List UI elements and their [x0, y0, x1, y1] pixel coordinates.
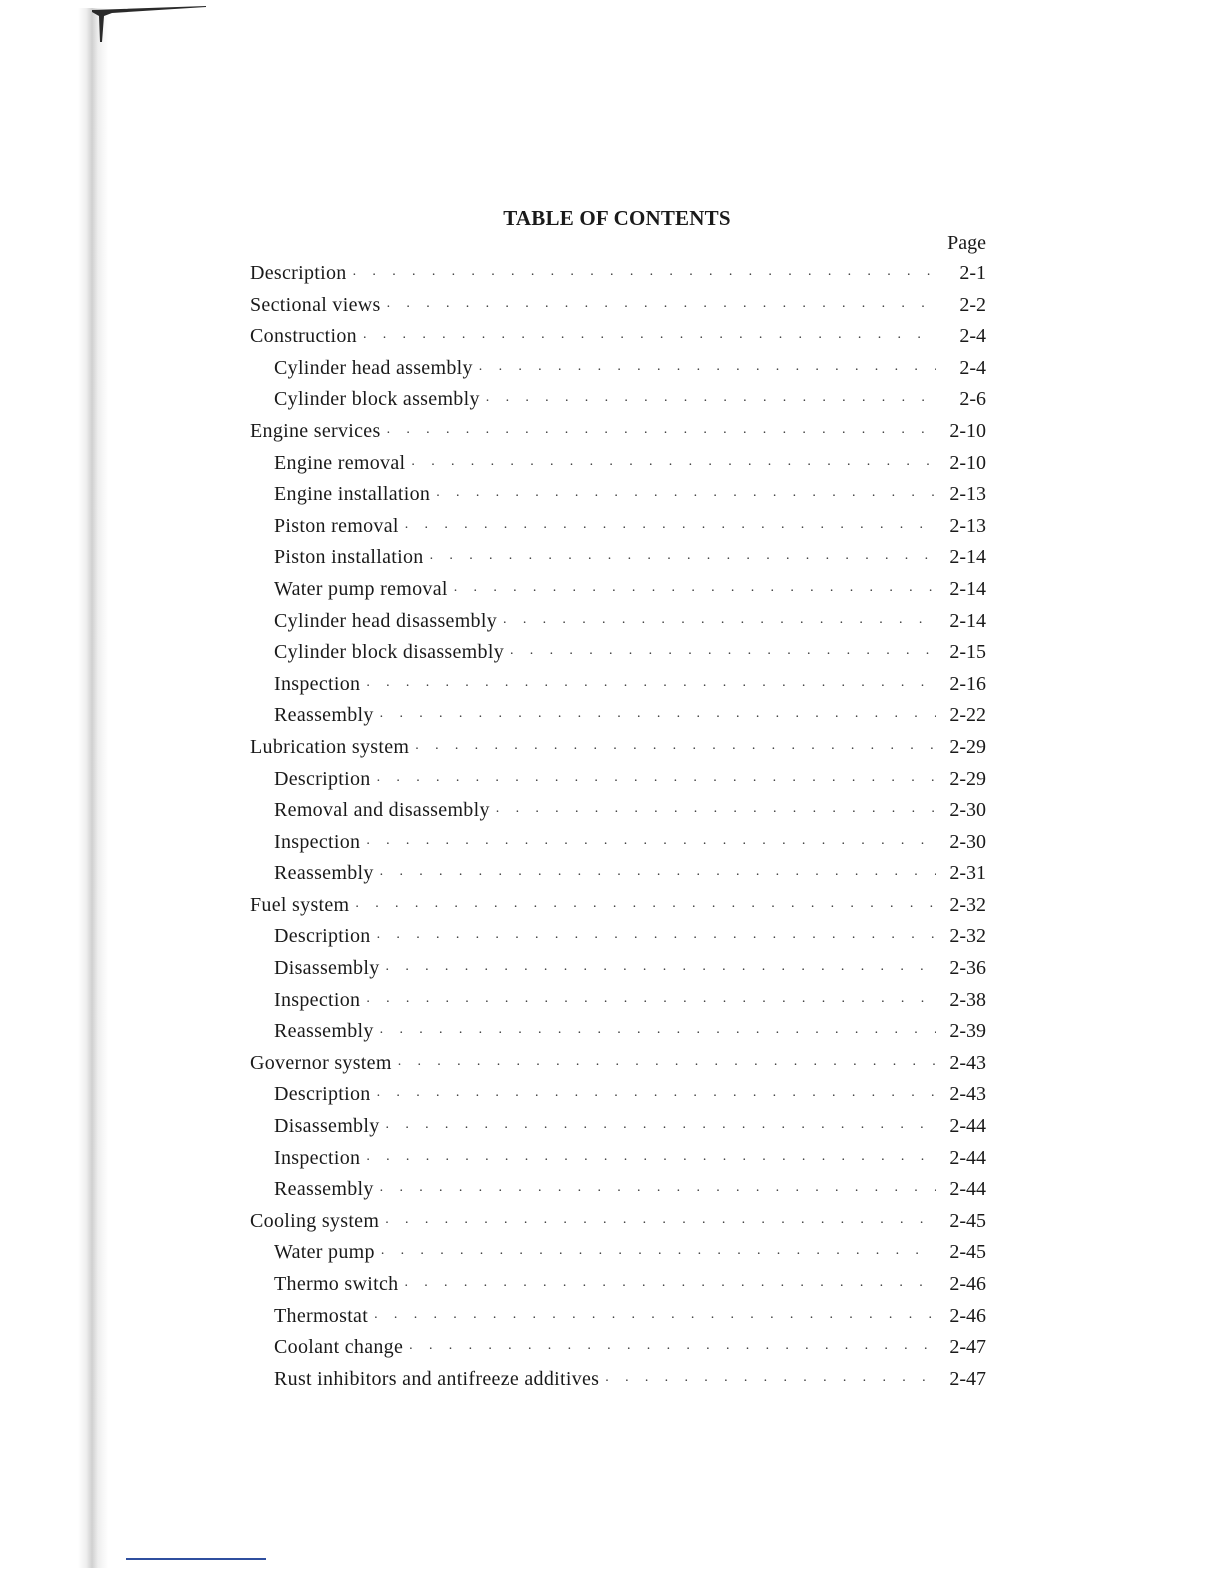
- toc-entry-label: Sectional views: [250, 293, 381, 316]
- toc-entry-page: 2-13: [949, 514, 986, 537]
- toc-entry-label: Coolant change: [274, 1336, 404, 1359]
- toc-entry: [250, 1083, 986, 1115]
- toc-dot-leader: [374, 1307, 936, 1323]
- toc-entry: [250, 515, 986, 547]
- toc-entry-label: Reassembly: [274, 704, 374, 727]
- scan-corner-mark: [90, 4, 210, 44]
- toc-entry-page: 2-14: [949, 577, 986, 600]
- toc-entry-page: 2-22: [949, 704, 986, 727]
- toc-entry-label: Inspection: [274, 1146, 361, 1169]
- toc-dot-leader: [510, 643, 936, 659]
- toc-dot-leader: [366, 1149, 936, 1165]
- toc-dot-leader: [436, 485, 936, 501]
- toc-entry-label: Engine installation: [274, 483, 431, 506]
- toc-entry-label: Piston removal: [274, 514, 399, 537]
- toc-entry-page: 2-32: [949, 893, 986, 916]
- toc-entry-label: Cylinder head disassembly: [274, 609, 498, 632]
- toc-dot-leader: [380, 706, 936, 722]
- toc-entry-label: Water pump: [274, 1241, 375, 1264]
- toc-dot-leader: [366, 991, 936, 1007]
- toc-entry-page: 2-47: [949, 1367, 986, 1390]
- toc-entry-label: Piston installation: [274, 546, 424, 569]
- toc-entry-label: Inspection: [274, 830, 361, 853]
- toc-entry-page: 2-10: [949, 451, 986, 474]
- toc-entry-label: Construction: [250, 325, 357, 348]
- toc-dot-leader: [605, 1370, 936, 1386]
- toc-dot-leader: [380, 864, 936, 880]
- toc-entry-label: Removal and disassembly: [274, 799, 490, 822]
- toc-entry-page: 2-30: [949, 799, 986, 822]
- toc-dot-leader: [387, 422, 936, 438]
- toc-entry-page: 2-44: [949, 1146, 986, 1169]
- toc-entry-label: Thermostat: [274, 1304, 369, 1327]
- toc-entry-label: Cooling system: [250, 1209, 380, 1232]
- toc-entry: [250, 894, 986, 926]
- toc-entry-page: 2-36: [949, 957, 986, 980]
- toc-entry-label: Rust inhibitors and antifreeze additives: [274, 1367, 600, 1390]
- toc-entry: [250, 1273, 986, 1305]
- toc-dot-leader: [363, 327, 936, 343]
- toc-entry-page: 2-10: [949, 419, 986, 442]
- toc-entry-label: Cylinder block assembly: [274, 388, 480, 411]
- toc-entry-page: 2-47: [949, 1336, 986, 1359]
- toc-entry: [250, 641, 986, 673]
- toc-entry-label: Cylinder block disassembly: [274, 641, 504, 664]
- toc-entry: [250, 452, 986, 484]
- toc-entry-label: Governor system: [250, 1051, 392, 1074]
- toc-entry-page: 2-32: [949, 925, 986, 948]
- toc-entry: [250, 673, 986, 705]
- toc-entry-label: Reassembly: [274, 862, 374, 885]
- toc-dot-leader: [404, 1275, 936, 1291]
- toc-dot-leader: [380, 1022, 936, 1038]
- toc-entry-page: 2-15: [949, 641, 986, 664]
- toc-dot-leader: [415, 738, 936, 754]
- toc-entry-page: 2-6: [959, 388, 986, 411]
- toc-entry-label: Fuel system: [250, 893, 350, 916]
- toc-entry: [250, 483, 986, 515]
- toc-entry: [250, 325, 986, 357]
- toc-entry-label: Water pump removal: [274, 577, 448, 600]
- toc-dot-leader: [385, 1212, 936, 1228]
- toc-entry-page: 2-29: [949, 767, 986, 790]
- toc-entry: [250, 989, 986, 1021]
- toc-entry: [250, 1147, 986, 1179]
- toc-entry-page: 2-4: [959, 356, 986, 379]
- toc-entry-label: Description: [250, 262, 347, 284]
- toc-entry: [250, 957, 986, 989]
- page-title: TABLE OF CONTENTS: [503, 206, 731, 230]
- toc-entry-page: 2-43: [949, 1051, 986, 1074]
- toc-entry-page: 2-46: [949, 1273, 986, 1295]
- toc-entry-label: Engine services: [250, 419, 381, 442]
- toc-dot-leader: [377, 770, 936, 786]
- toc-entry: [250, 831, 986, 863]
- toc-entry-page: 2-44: [949, 1115, 986, 1138]
- toc-entry: [250, 736, 986, 768]
- toc-entry-page: 2-14: [949, 609, 986, 632]
- scan-bottom-rule: [126, 1558, 266, 1560]
- toc-dot-leader: [377, 927, 936, 943]
- toc-entry: [250, 546, 986, 578]
- toc-entry: [250, 1052, 986, 1084]
- toc-dot-leader: [387, 296, 936, 312]
- toc-entry-label: Disassembly: [274, 957, 380, 980]
- toc-entry: [250, 768, 986, 800]
- toc-entry-page: 2-45: [949, 1209, 986, 1232]
- toc-entry-page: 2-1: [959, 262, 986, 284]
- toc-dot-leader: [386, 1117, 936, 1133]
- toc-entry-page: 2-29: [949, 735, 986, 758]
- toc-entry: [250, 357, 986, 389]
- toc-entry: [250, 1210, 986, 1242]
- toc-entry: [250, 610, 986, 642]
- toc-entry: [250, 388, 986, 420]
- toc-dot-leader: [380, 1180, 936, 1196]
- toc-entry-label: Inspection: [274, 672, 361, 695]
- toc-entry: [250, 294, 986, 326]
- toc-entry-label: Disassembly: [274, 1115, 380, 1138]
- toc-entry-page: 2-46: [949, 1304, 986, 1327]
- toc-entry-page: 2-30: [949, 830, 986, 853]
- toc-entry: [250, 799, 986, 831]
- toc-entry: [250, 420, 986, 452]
- toc-entry-page: 2-38: [949, 988, 986, 1011]
- toc-dot-leader: [355, 896, 936, 912]
- toc-dot-leader: [454, 580, 936, 596]
- toc-entry-page: 2-43: [949, 1083, 986, 1106]
- toc-dot-leader: [405, 517, 936, 533]
- scan-binding-shadow: [78, 8, 108, 1568]
- toc-entry-page: 2-16: [949, 672, 986, 695]
- toc-entry-label: Inspection: [274, 988, 361, 1011]
- toc-entry-label: Lubrication system: [250, 735, 410, 758]
- toc-entry: [250, 1336, 986, 1368]
- toc-dot-leader: [377, 1085, 936, 1101]
- toc-dot-leader: [353, 264, 936, 280]
- toc-entry-page: 2-2: [959, 293, 986, 316]
- toc-entry-page: 2-14: [949, 546, 986, 569]
- toc-entry: [250, 862, 986, 894]
- toc-dot-leader: [479, 359, 936, 375]
- toc-entry-page: 2-31: [949, 862, 986, 885]
- toc-entry: [250, 578, 986, 610]
- toc-dot-leader: [366, 675, 936, 691]
- toc-dot-leader: [409, 1338, 936, 1354]
- toc-entry-label: Thermo switch: [274, 1273, 399, 1295]
- toc-entry-label: Reassembly: [274, 1020, 374, 1043]
- toc-entry-label: Cylinder head assembly: [274, 356, 473, 379]
- toc-dot-leader: [503, 612, 936, 628]
- toc-dot-leader: [366, 833, 936, 849]
- toc-entry: [250, 925, 986, 957]
- toc-dot-leader: [486, 390, 936, 406]
- toc-entry: [250, 704, 986, 736]
- toc-entry-page: 2-44: [949, 1178, 986, 1201]
- toc-entry-page: 2-13: [949, 483, 986, 506]
- toc-list: [250, 262, 986, 1399]
- toc-dot-leader: [411, 454, 936, 470]
- toc-entry: [250, 1178, 986, 1210]
- toc-entry-label: Description: [274, 925, 371, 948]
- toc-entry-label: Engine removal: [274, 451, 406, 474]
- toc-entry-label: Description: [274, 767, 371, 790]
- toc-entry: [250, 1241, 986, 1273]
- toc-dot-leader: [381, 1243, 936, 1259]
- toc-entry-page: 2-45: [949, 1241, 986, 1264]
- page-column-header: Page: [947, 232, 986, 254]
- toc-entry: [250, 262, 986, 294]
- toc-dot-leader: [496, 801, 936, 817]
- toc-entry-label: Description: [274, 1083, 371, 1106]
- toc-entry: [250, 1115, 986, 1147]
- toc-entry: [250, 1368, 986, 1400]
- toc-entry: [250, 1305, 986, 1337]
- toc-entry-page: 2-4: [959, 325, 986, 348]
- toc-dot-leader: [398, 1054, 936, 1070]
- toc-dot-leader: [430, 548, 936, 564]
- toc-entry: [250, 1020, 986, 1052]
- toc-entry-page: 2-39: [949, 1020, 986, 1043]
- toc-dot-leader: [386, 959, 936, 975]
- toc-entry-label: Reassembly: [274, 1178, 374, 1201]
